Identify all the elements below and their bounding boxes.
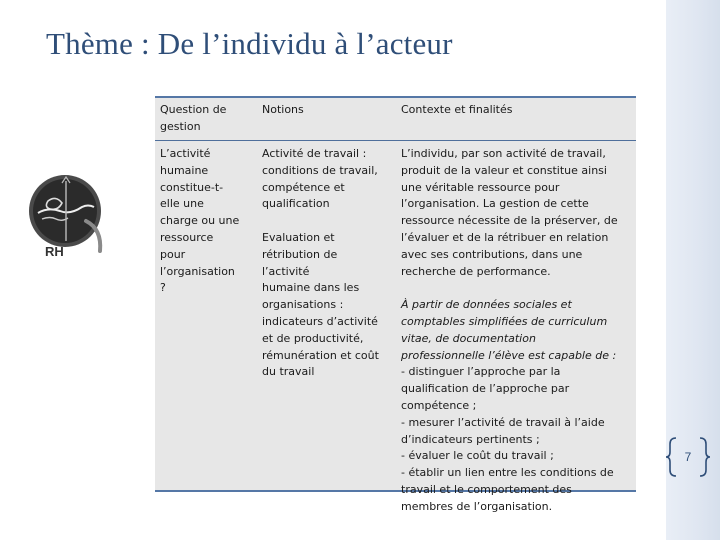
cell-text: charge ou une (160, 214, 240, 228)
logo-label: RH (45, 244, 64, 259)
cell-text: - distinguer l’approche par la (401, 365, 561, 379)
header-text: gestion (160, 119, 201, 133)
header-contexte-finalites (401, 102, 631, 119)
cell-text: membres de l’organisation. (401, 499, 553, 513)
cell-text: rémunération et coût (262, 348, 379, 362)
cell-text: d’indicateurs pertinents ; (401, 432, 540, 446)
spacer (262, 213, 392, 230)
spacer (401, 280, 631, 297)
cell-text: l’organisation (160, 264, 235, 278)
header-question-de-gestion (160, 102, 248, 136)
cell-text: constitue-t- (160, 180, 224, 194)
cell-text: l’organisation. La gestion de cette (401, 197, 589, 211)
cell-text: qualification (262, 197, 330, 211)
cell-text: l’activité (262, 264, 310, 278)
cell-text: Activité de travail : (262, 147, 367, 160)
cell-text: - mesurer l’activité de travail à l’aide (401, 415, 605, 429)
cell-text: indicateurs d’activité (262, 314, 378, 328)
cell-text: L’individu, par son activité de travail, (401, 147, 606, 160)
cell-text: compétence et (262, 180, 345, 194)
cell-text: L’activité (160, 147, 211, 160)
cell-text: ressource nécessite de la préserver, de (401, 214, 618, 228)
cell-text: Evaluation et (262, 230, 335, 244)
cell-text: et de productivité, (262, 331, 364, 345)
cell-text: recherche de performance. (401, 264, 551, 278)
header-notions (262, 102, 392, 119)
cell-text: rétribution de (262, 247, 338, 261)
cell-text: produit de la valeur et constitue ainsi (401, 163, 607, 177)
header-text: Contexte et finalités (401, 103, 513, 116)
cell-text: une véritable ressource pour (401, 180, 560, 194)
cell-text: ? (160, 281, 166, 295)
cell-text-italic: comptables simplifiées de curriculum (401, 314, 608, 328)
cell-text-italic: professionnelle l’élève est capable de : (401, 348, 617, 362)
cell-text: qualification de l’approche par (401, 382, 570, 396)
cell-text: - établir un lien entre les conditions de (401, 466, 614, 480)
cell-text: compétence ; (401, 398, 477, 412)
cell-text-italic: vitae, de documentation (401, 331, 536, 345)
slide-title: Thème : De l’individu à l’acteur (46, 26, 453, 61)
header-text: Question de (160, 103, 227, 116)
header-text: Notions (262, 103, 304, 116)
content-table (155, 96, 636, 513)
cell-contexte (401, 146, 631, 516)
cell-question (160, 146, 248, 297)
page-number: 7 (684, 450, 692, 464)
cell-text: - évaluer le coût du travail ; (401, 449, 554, 463)
cell-text: avec ses contributions, dans une (401, 247, 583, 261)
header-divider (155, 140, 636, 141)
cell-text: humaine (160, 163, 209, 177)
cell-notions (262, 146, 392, 381)
cell-text: organisations : (262, 298, 344, 312)
cell-text: elle une (160, 197, 204, 211)
cell-text: travail et le comportement des (401, 482, 572, 496)
cell-text: du travail (262, 365, 315, 379)
cell-text: pour (160, 247, 186, 261)
graphic-rh-logo-icon (28, 163, 118, 263)
cell-text-italic: À partir de données sociales et (401, 298, 572, 312)
cell-text: conditions de travail, (262, 163, 378, 177)
cell-text: l’évaluer et de la rétribuer en relation (401, 230, 609, 244)
cell-text: ressource (160, 230, 214, 244)
cell-text: humaine dans les (262, 281, 360, 295)
